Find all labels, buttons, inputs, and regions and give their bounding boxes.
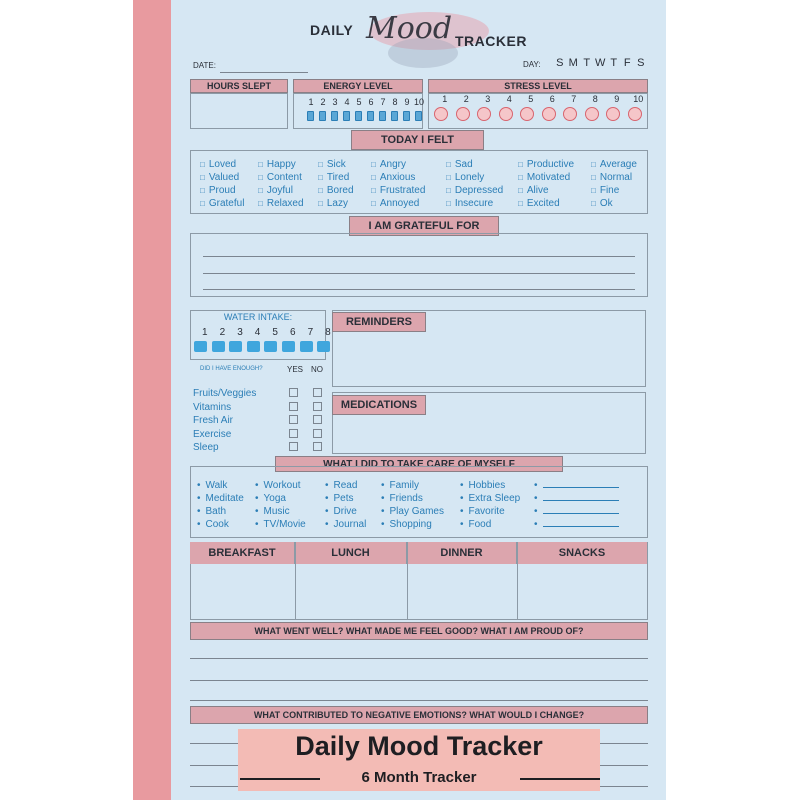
stress-face-icon bbox=[628, 107, 642, 121]
yes-checkbox bbox=[289, 429, 298, 438]
feelings-column bbox=[318, 158, 354, 210]
battery-icon bbox=[355, 111, 362, 121]
stress-number: 10 bbox=[633, 94, 644, 104]
battery-icon bbox=[391, 111, 398, 121]
stress-number: 5 bbox=[528, 94, 534, 104]
energy-number: 5 bbox=[356, 97, 362, 107]
feelings-column bbox=[258, 158, 304, 210]
day-letter: M bbox=[568, 57, 578, 69]
battery-icon bbox=[331, 111, 338, 121]
self-care-item: • Food bbox=[460, 518, 520, 531]
went-well-header: WHAT WENT WELL? WHAT MADE ME FEEL GOOD? WHAT I AM PROUD OF? bbox=[190, 622, 648, 640]
no-label: NO bbox=[311, 365, 323, 374]
self-care-item: • Workout bbox=[255, 479, 306, 492]
feeling-item: □ Ok bbox=[591, 197, 637, 210]
self-care-item: • Bath bbox=[197, 505, 244, 518]
day-letter: S bbox=[637, 57, 645, 69]
water-number: 1 bbox=[202, 327, 208, 338]
feelings-column bbox=[371, 158, 425, 210]
writing-line bbox=[190, 658, 648, 659]
stress-scale-faces bbox=[434, 107, 649, 121]
stress-number: 3 bbox=[485, 94, 491, 104]
feeling-item: □ Joyful bbox=[258, 184, 304, 197]
feeling-item: □ Anxious bbox=[371, 171, 425, 184]
reminders-header: REMINDERS bbox=[332, 312, 426, 332]
feeling-item: □ Relaxed bbox=[258, 197, 304, 210]
feeling-item: □ Lonely bbox=[446, 171, 503, 184]
negative-emotions-header: WHAT CONTRIBUTED TO NEGATIVE EMOTIONS? WHAT WOULD I CHANGE? bbox=[190, 706, 648, 724]
yes-checkbox bbox=[289, 388, 298, 397]
water-cup-icon bbox=[282, 341, 295, 352]
battery-icon bbox=[415, 111, 422, 121]
stress-number: 8 bbox=[592, 94, 598, 104]
stress-face-icon bbox=[585, 107, 599, 121]
self-care-column bbox=[197, 479, 244, 531]
meal-header-lunch: LUNCH bbox=[295, 542, 407, 564]
feeling-item: □ Valued bbox=[200, 171, 244, 184]
grateful-for-box bbox=[190, 233, 648, 297]
water-cup-icon bbox=[194, 341, 207, 352]
self-care-item: • Favorite bbox=[460, 505, 520, 518]
feeling-item: □ Frustrated bbox=[371, 184, 425, 197]
battery-icon bbox=[367, 111, 374, 121]
feeling-item: □ Bored bbox=[318, 184, 354, 197]
water-number: 8 bbox=[325, 327, 331, 338]
meal-header-dinner: DINNER bbox=[407, 542, 517, 564]
date-label: DATE: bbox=[193, 61, 216, 70]
self-care-item: • Cook bbox=[197, 518, 244, 531]
water-number: 2 bbox=[219, 327, 226, 338]
no-checkbox bbox=[313, 388, 322, 397]
day-letter: T bbox=[583, 57, 591, 69]
stress-face-icon bbox=[542, 107, 556, 121]
self-care-header: WHAT I DID TO TAKE CARE OF MYSELF bbox=[275, 456, 563, 472]
banner-subtitle: 6 Month Tracker bbox=[361, 769, 477, 786]
energy-number: 4 bbox=[344, 97, 350, 107]
general-health-list bbox=[193, 387, 256, 455]
self-care-column bbox=[460, 479, 520, 531]
self-care-item: • Journal bbox=[325, 518, 366, 531]
energy-number: 7 bbox=[380, 97, 386, 107]
water-number: 7 bbox=[307, 327, 314, 338]
feeling-item: □ Lazy bbox=[318, 197, 354, 210]
water-number: 5 bbox=[272, 327, 278, 338]
stress-scale-numbers bbox=[434, 94, 649, 104]
self-care-blank bbox=[534, 479, 619, 492]
self-care-item: • Music bbox=[255, 505, 306, 518]
feeling-item: □ Normal bbox=[591, 171, 637, 184]
writing-line bbox=[203, 256, 635, 257]
feeling-item: □ Annoyed bbox=[371, 197, 425, 210]
feeling-item: □ Tired bbox=[318, 171, 354, 184]
self-care-blank bbox=[534, 492, 619, 505]
self-care-blank bbox=[534, 518, 619, 531]
self-care-item: • Hobbies bbox=[460, 479, 520, 492]
feeling-item: □ Grateful bbox=[200, 197, 244, 210]
feelings-column bbox=[446, 158, 503, 210]
self-care-item: • Extra Sleep bbox=[460, 492, 520, 505]
energy-number: 2 bbox=[320, 97, 326, 107]
feeling-item: □ Happy bbox=[258, 158, 304, 171]
self-care-item: • Friends bbox=[381, 492, 444, 505]
book-spine bbox=[133, 0, 171, 800]
writing-line bbox=[203, 289, 635, 290]
meal-header-breakfast: BREAKFAST bbox=[190, 542, 295, 564]
health-item: Vitamins bbox=[193, 401, 232, 413]
water-number: 4 bbox=[254, 327, 261, 338]
water-number: 6 bbox=[289, 327, 296, 338]
health-item: Sleep bbox=[193, 442, 219, 453]
self-care-item: • Family bbox=[381, 479, 444, 492]
battery-icon bbox=[343, 111, 350, 121]
meal-divider bbox=[407, 542, 408, 620]
water-cup-icon bbox=[300, 341, 313, 352]
day-letter: T bbox=[610, 57, 618, 69]
stress-number: 9 bbox=[614, 94, 620, 104]
stress-number: 7 bbox=[571, 94, 577, 104]
no-checkbox bbox=[313, 415, 322, 424]
self-care-blank bbox=[534, 505, 619, 518]
feelings-column bbox=[518, 158, 574, 210]
self-care-item: • Pets bbox=[325, 492, 366, 505]
writing-line bbox=[190, 680, 648, 681]
battery-icon bbox=[379, 111, 386, 121]
self-care-item: • Walk bbox=[197, 479, 244, 492]
energy-scale-cells bbox=[307, 111, 427, 121]
hours-slept-header: HOURS SLEPT bbox=[190, 79, 288, 93]
date-line bbox=[220, 72, 308, 73]
feeling-item: □ Depressed bbox=[446, 184, 503, 197]
book-cover bbox=[133, 0, 666, 800]
water-number: 3 bbox=[237, 327, 243, 338]
feeling-item: □ Productive bbox=[518, 158, 574, 171]
energy-scale-numbers bbox=[305, 97, 425, 107]
meal-divider bbox=[517, 542, 518, 620]
writing-line bbox=[190, 700, 648, 701]
water-numbers bbox=[196, 327, 337, 338]
self-care-item: • Meditate bbox=[197, 492, 244, 505]
banner-title: Daily Mood Tracker bbox=[295, 731, 543, 761]
water-cup-icon bbox=[264, 341, 277, 352]
feeling-item: □ Content bbox=[258, 171, 304, 184]
left-arrow bbox=[240, 778, 320, 780]
yes-label: YES bbox=[287, 365, 304, 374]
title-tracker: TRACKER bbox=[455, 33, 527, 49]
title-daily: DAILY bbox=[310, 22, 354, 38]
stress-number: 6 bbox=[549, 94, 555, 104]
meal-divider bbox=[295, 542, 296, 620]
feeling-item: □ Proud bbox=[200, 184, 244, 197]
hours-slept-box bbox=[190, 93, 288, 129]
stress-level-header: STRESS LEVEL bbox=[428, 79, 648, 93]
energy-number: 10 bbox=[413, 97, 424, 107]
feeling-item: □ Average bbox=[591, 158, 637, 171]
meal-header-snacks: SNACKS bbox=[517, 542, 648, 564]
grateful-for-header: I AM GRATEFUL FOR bbox=[349, 216, 499, 236]
feeling-item: □ Sad bbox=[446, 158, 503, 171]
feeling-item: □ Alive bbox=[518, 184, 574, 197]
writing-line bbox=[203, 273, 635, 274]
medications-header: MEDICATIONS bbox=[332, 395, 426, 415]
self-care-column bbox=[325, 479, 366, 531]
feeling-item: □ Excited bbox=[518, 197, 574, 210]
self-care-column bbox=[255, 479, 306, 531]
stress-face-icon bbox=[520, 107, 534, 121]
battery-icon bbox=[403, 111, 410, 121]
self-care-item: • Read bbox=[325, 479, 366, 492]
feeling-item: □ Fine bbox=[591, 184, 637, 197]
battery-icon bbox=[307, 111, 314, 121]
stress-face-icon bbox=[499, 107, 513, 121]
self-care-item: • TV/Movie bbox=[255, 518, 306, 531]
self-care-column bbox=[381, 479, 444, 531]
stress-face-icon bbox=[477, 107, 491, 121]
stress-number: 4 bbox=[506, 94, 512, 104]
right-arrow bbox=[520, 778, 600, 780]
title-mood: Mood bbox=[366, 11, 453, 46]
no-checkbox bbox=[313, 442, 322, 451]
yes-checkbox bbox=[289, 442, 298, 451]
water-cup-icon bbox=[317, 341, 330, 352]
health-item: Exercise bbox=[193, 428, 232, 440]
self-care-item: • Play Games bbox=[381, 505, 444, 518]
stress-face-icon bbox=[563, 107, 577, 121]
stress-number: 1 bbox=[442, 94, 448, 104]
water-cup-icon bbox=[247, 341, 260, 352]
did-i-have-enough-label: DID I HAVE ENOUGH? bbox=[200, 366, 263, 372]
no-checkbox bbox=[313, 429, 322, 438]
feelings-column bbox=[200, 158, 244, 210]
feelings-column bbox=[591, 158, 637, 210]
feeling-item: □ Loved bbox=[200, 158, 244, 171]
self-care-item: • Yoga bbox=[255, 492, 306, 505]
energy-number: 9 bbox=[404, 97, 410, 107]
yes-checkbox bbox=[289, 402, 298, 411]
energy-number: 1 bbox=[308, 97, 314, 107]
energy-level-header: ENERGY LEVEL bbox=[293, 79, 423, 93]
today-i-felt-header: TODAY I FELT bbox=[351, 130, 484, 150]
yes-checkbox bbox=[289, 415, 298, 424]
day-letter: F bbox=[623, 57, 631, 69]
day-label: DAY: bbox=[523, 60, 541, 69]
health-item: Fruits/Veggies bbox=[193, 388, 257, 399]
stress-number: 2 bbox=[463, 94, 469, 104]
water-cells bbox=[194, 341, 335, 352]
self-care-item: • Drive bbox=[325, 505, 366, 518]
self-care-blank-items bbox=[534, 479, 619, 531]
water-intake-label: WATER INTAKE: bbox=[223, 312, 293, 322]
water-cup-icon bbox=[212, 341, 225, 352]
feeling-item: □ Angry bbox=[371, 158, 425, 171]
feeling-item: □ Motivated bbox=[518, 171, 574, 184]
day-letter: S bbox=[556, 57, 564, 69]
energy-number: 3 bbox=[332, 97, 338, 107]
day-of-week-list bbox=[553, 57, 648, 69]
energy-number: 6 bbox=[368, 97, 374, 107]
stress-face-icon bbox=[456, 107, 470, 121]
health-item: Fresh Air bbox=[193, 415, 234, 426]
no-checkbox bbox=[313, 402, 322, 411]
battery-icon bbox=[319, 111, 326, 121]
self-care-item: • Shopping bbox=[381, 518, 444, 531]
water-cup-icon bbox=[229, 341, 242, 352]
feeling-item: □ Insecure bbox=[446, 197, 503, 210]
title-banner bbox=[238, 729, 600, 791]
day-letter: W bbox=[595, 57, 606, 69]
stress-face-icon bbox=[606, 107, 620, 121]
energy-number: 8 bbox=[392, 97, 398, 107]
stress-face-icon bbox=[434, 107, 448, 121]
feeling-item: □ Sick bbox=[318, 158, 354, 171]
